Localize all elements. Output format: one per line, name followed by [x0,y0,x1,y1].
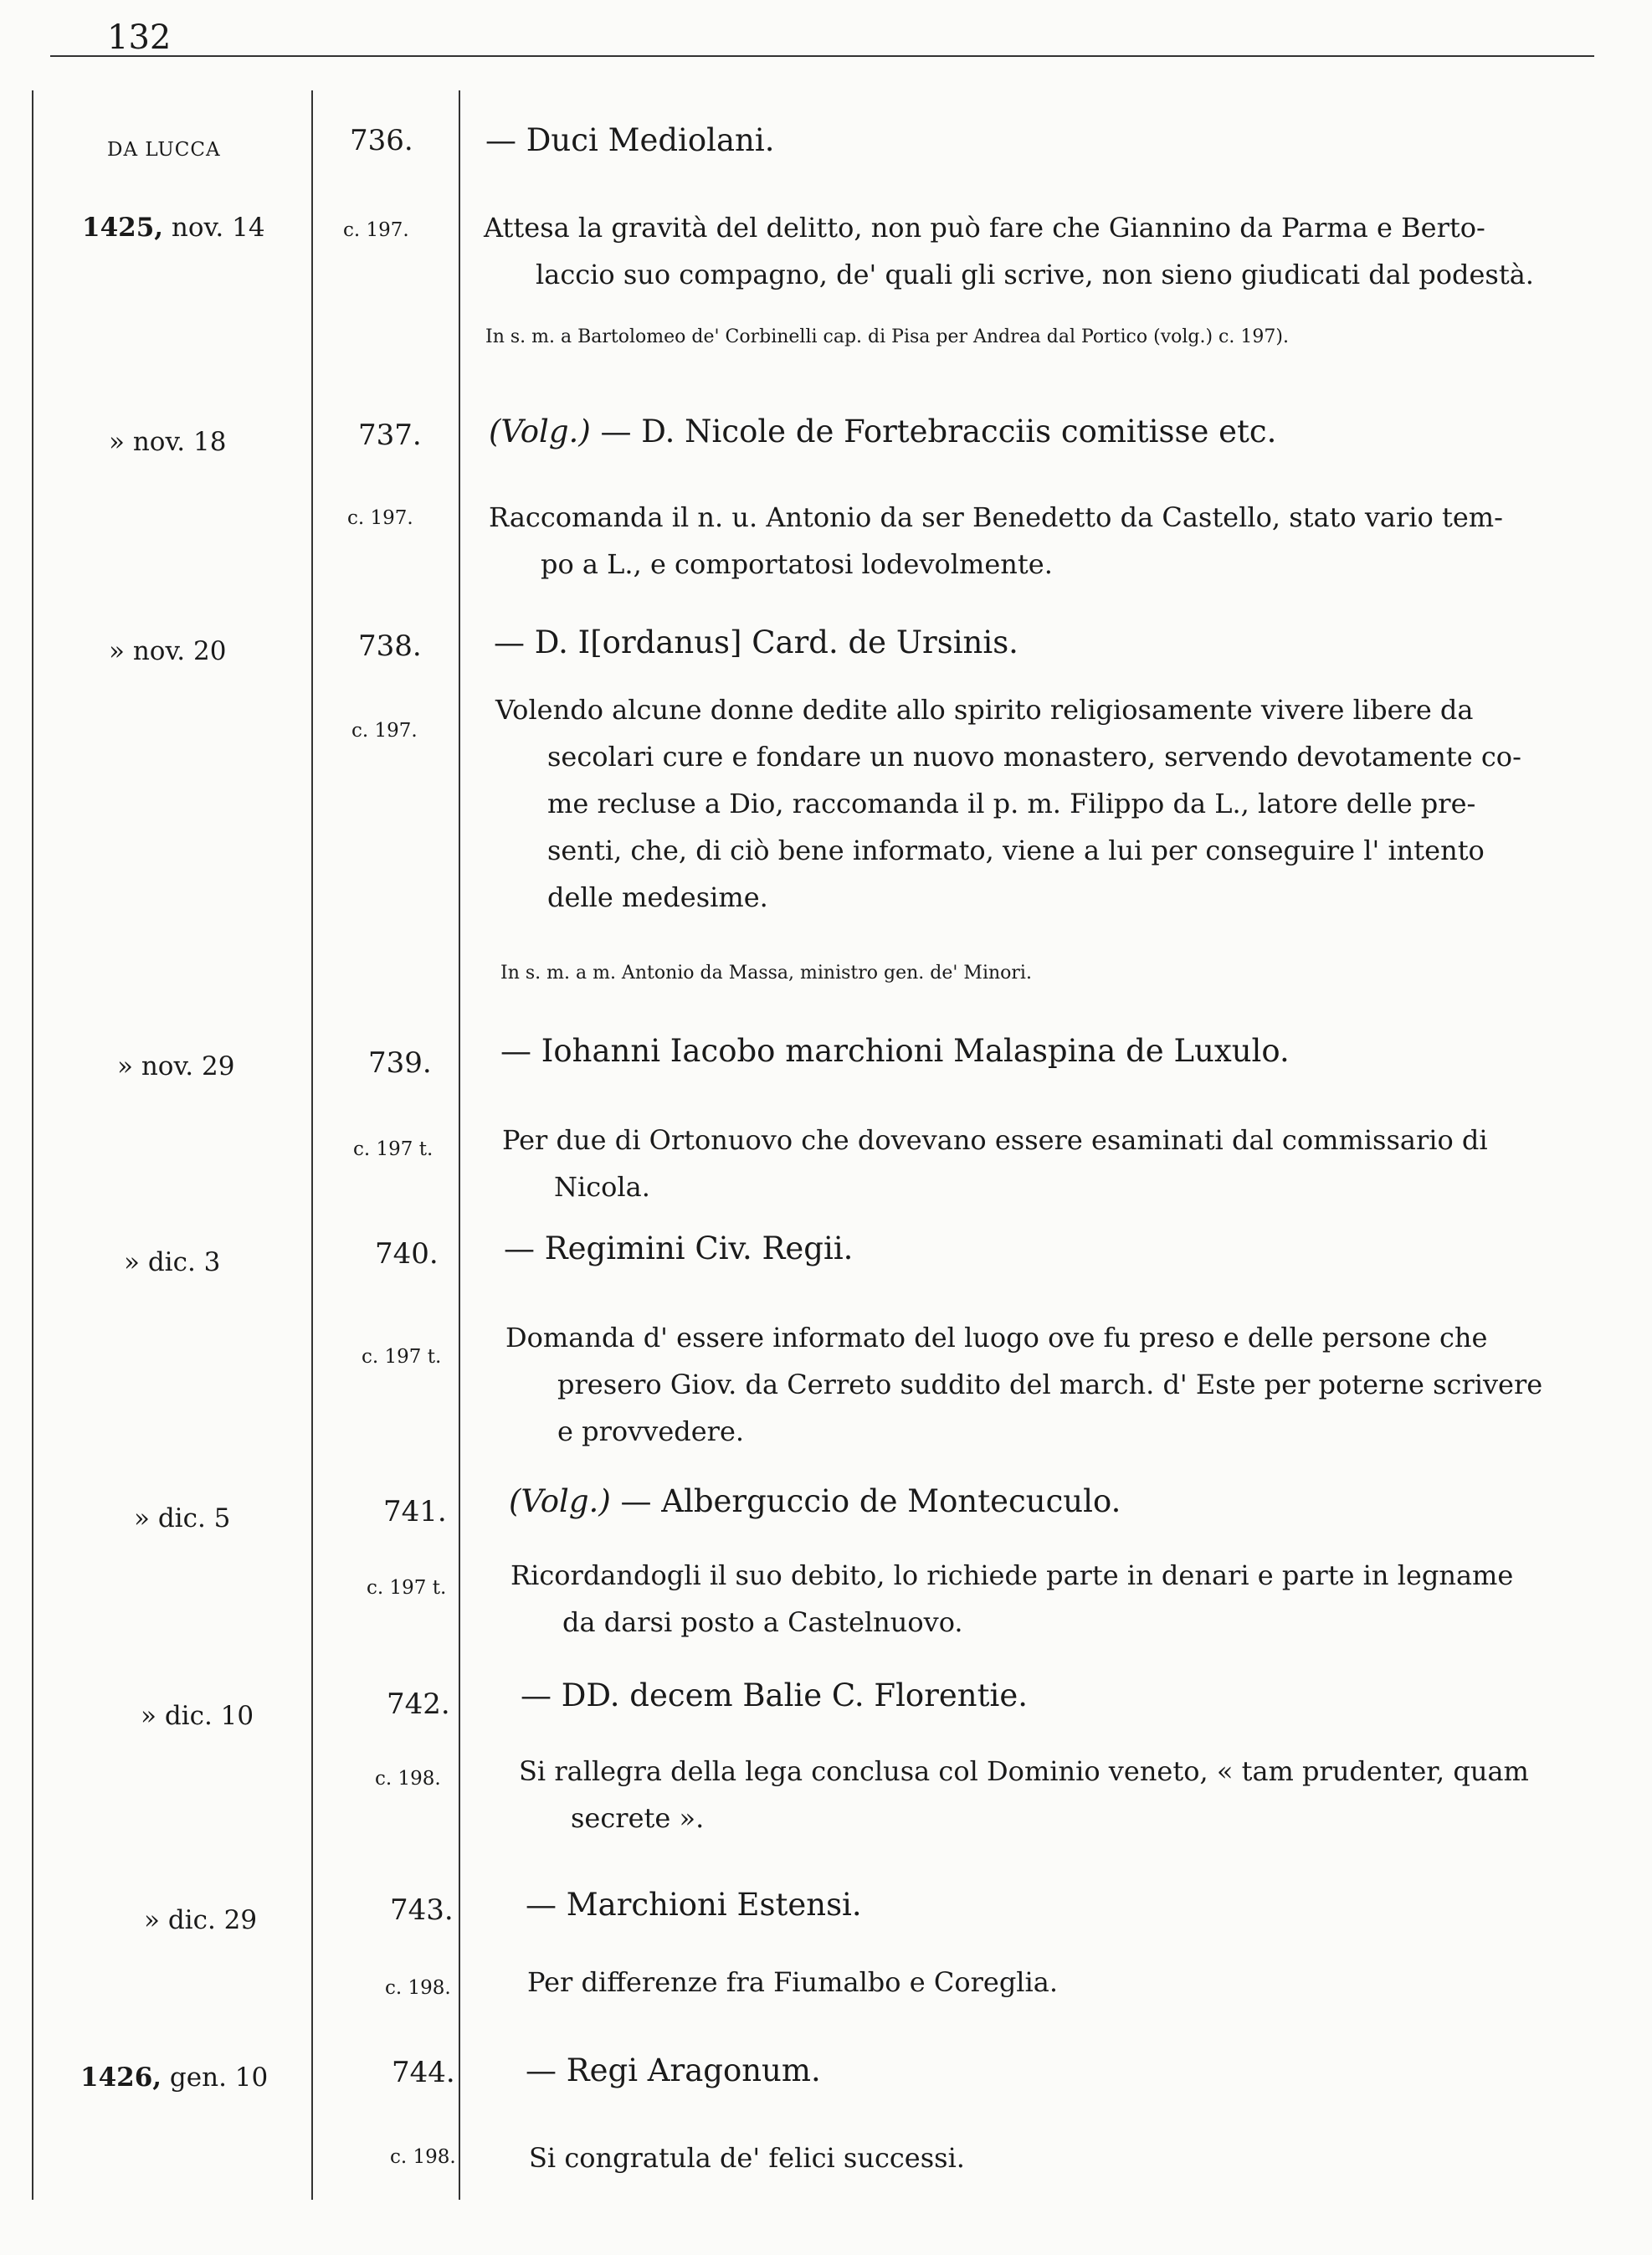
entry-number: 740. [375,1237,439,1271]
entry-number: 742. [387,1687,450,1721]
entry-body: Si rallegra della lega conclusa col Dominio veneto, « tam prudenter, quam secrete ». [519,1755,1529,1834]
entry-number: 738. [358,629,422,663]
entry-ref: c. 197 t. [367,1577,447,1599]
entry-ref: c. 197. [343,219,409,241]
entry-heading: (Volg.) — Alberguccio de Montecuculo. [509,1483,1121,1519]
entry-heading: — Marchioni Estensi. [526,1887,862,1923]
column-rule-left [32,90,33,2200]
entry-heading: — D. I[ordanus] Card. de Ursinis. [494,624,1018,660]
entry-date: » dic. 5 [134,1503,231,1533]
entry-body: Si congratula de' felici successi. [529,2142,965,2174]
entry-date: » nov. 20 [109,636,227,666]
entry-number: 743. [390,1893,454,1927]
entry-ref: c. 197. [351,720,418,742]
entry-ref: c. 197 t. [362,1346,442,1368]
entry-ref: c. 197. [347,507,413,529]
entry-body: Attesa la gravità del delitto, non può fare che Giannino da Parma e Berto- laccio suo compagno, de' quali gli scrive, non sieno giudicati dal podestà. [484,212,1534,290]
page-number: 132 [107,18,172,57]
entry-body: Per due di Ortonuovo che dovevano essere esaminati dal commissario di Nicola. [502,1124,1488,1203]
entry-note: In s. m. a Bartolomeo de' Corbinelli cap. di Pisa per Andrea dal Portico (volg.) c. 197). [485,326,1289,347]
entry-ref: c. 197 t. [353,1138,434,1160]
column-rule-number [459,90,460,2200]
entry-date: » dic. 3 [124,1247,221,1277]
entry-date: 1426, gen. 10 [80,2062,269,2093]
entry-number: 739. [368,1046,432,1080]
entry-body: Per differenze fra Fiumalbo e Coreglia. [527,1966,1059,1998]
entry-number: 741. [383,1495,447,1528]
entry-heading: — Regimini Civ. Regii. [504,1230,854,1266]
entry-heading: — Iohanni Iacobo marchioni Malaspina de Luxulo. [500,1033,1290,1069]
entry-body: Raccomanda il n. u. Antonio da ser Benedetto da Castello, stato vario tem- po a L., e comportatosi lodevolmente. [489,501,1503,580]
entry-number: 737. [358,419,422,452]
entry-date: » dic. 29 [144,1905,258,1935]
entry-body: Ricordandogli il suo debito, lo richiede parte in denari e parte in legname da darsi posto a Castelnuovo. [510,1559,1514,1638]
top-rule [50,55,1594,57]
entry-body: Domanda d' essere informato del luogo ove fu preso e delle persone che presero Giov. da Cerreto suddito del march. d' Este per poterne scrivere e provvedere. [505,1322,1543,1447]
entry-ref: c. 198. [375,1768,441,1790]
entry-heading: — DD. decem Balie C. Florentie. [521,1677,1028,1713]
entry-date: » dic. 10 [141,1701,254,1731]
entry-heading: — Regi Aragonum. [526,2052,821,2088]
entry-heading: (Volg.) — D. Nicole de Fortebracciis comitisse etc. [489,414,1277,449]
entry-date: 1425, nov. 14 [82,213,265,243]
entry-date: » nov. 29 [117,1051,235,1081]
entry-date: » nov. 18 [109,427,227,457]
entry-number: 736. [350,124,413,157]
entry-heading: — Duci Mediolani. [485,122,775,158]
entry-ref: c. 198. [390,2146,456,2168]
entry-body: Volendo alcune donne dedite allo spirito religiosamente vivere libere da secolari cure e fondare un nuovo monastero, servendo devotamente co- me recluse a Dio, raccomanda il p. m. Filippo da L., latore delle pre- senti, che, di ciò bene informato, viene a lui per conseguire l' intento delle medesime. [495,694,1521,913]
entry-note: In s. m. a m. Antonio da Massa, ministro gen. de' Minori. [500,963,1032,984]
entry-ref: c. 198. [385,1977,451,1999]
header-da-lucca: DA LUCCA [107,139,221,161]
entry-number: 744. [392,2056,455,2089]
column-rule-date [311,90,313,2200]
